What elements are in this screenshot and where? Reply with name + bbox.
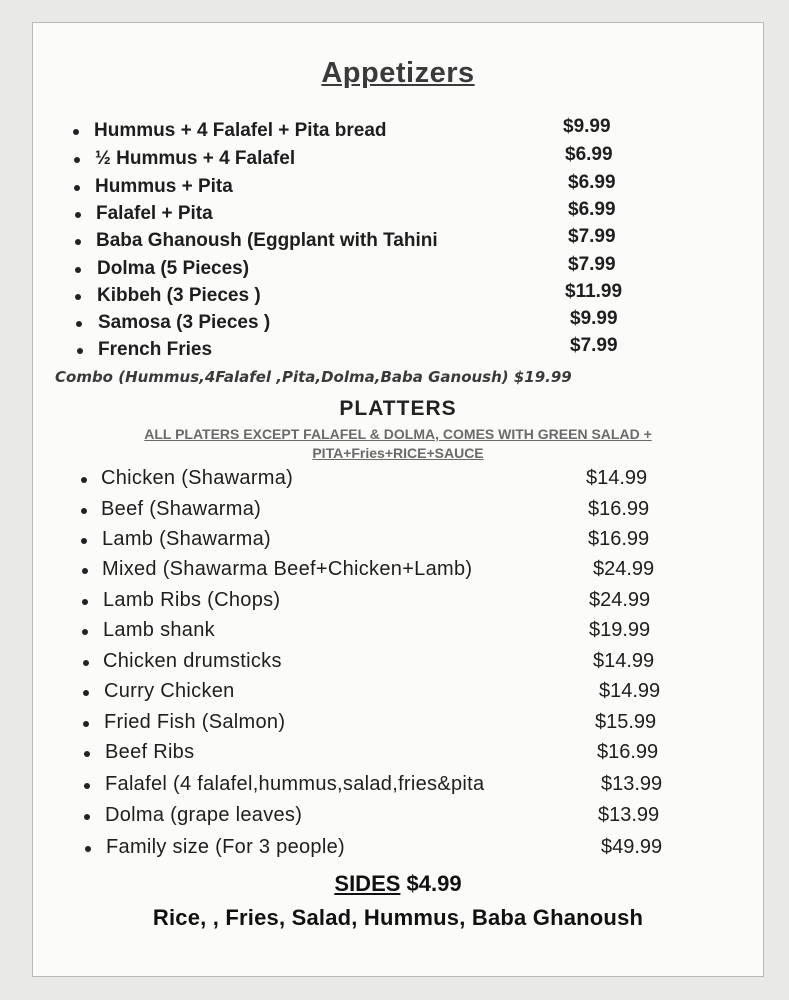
item-name: Lamb Ribs (Chops): [103, 589, 281, 611]
bullet-icon: [75, 239, 81, 245]
item-name: Hummus + 4 Falafel + Pita bread: [94, 120, 387, 141]
item-name: Beef (Shawarma): [101, 498, 262, 520]
item-price: $19.99: [589, 619, 651, 641]
item-name: Kibbeh (3 Pieces ): [97, 285, 261, 306]
item-price: $6.99: [568, 172, 616, 193]
item-name: Mixed (Shawarma Beef+Chicken+Lamb): [102, 558, 473, 580]
item-price: $13.99: [598, 804, 660, 826]
item-price: $24.99: [593, 558, 655, 580]
item-price: $14.99: [586, 467, 648, 489]
sides-heading: [33, 871, 763, 897]
item-name: Falafel (4 falafel,hummus,salad,fries&pita: [105, 773, 485, 795]
item-name: ½ Hummus + 4 Falafel: [95, 148, 296, 169]
item-price: $6.99: [565, 144, 613, 165]
menu-page: [32, 22, 764, 977]
platters-note-line2: PITA+Fries+RICE+SAUCE: [312, 445, 484, 461]
item-price: $11.99: [565, 281, 623, 302]
item-name: Curry Chicken: [104, 680, 235, 702]
bullet-icon: [85, 846, 91, 852]
bullet-icon: [82, 599, 88, 605]
bullet-icon: [83, 660, 89, 666]
item-price: $7.99: [568, 254, 616, 275]
item-price: $9.99: [563, 116, 611, 137]
bullet-icon: [84, 751, 90, 757]
item-price: $49.99: [601, 836, 663, 858]
item-name: Chicken drumsticks: [103, 650, 282, 672]
sides-price: $4.99: [406, 871, 462, 896]
item-name: Family size (For 3 people): [106, 836, 345, 858]
bullet-icon: [81, 538, 87, 544]
bullet-icon: [81, 508, 87, 514]
item-name: Chicken (Shawarma): [101, 467, 294, 489]
item-price: $16.99: [588, 528, 650, 550]
platters-title: PLATTERS: [339, 397, 457, 420]
bullet-icon: [83, 690, 89, 696]
item-name: Fried Fish (Salmon): [104, 711, 286, 733]
bullet-icon: [74, 157, 80, 163]
item-price: $13.99: [601, 773, 663, 795]
bullet-icon: [73, 129, 79, 135]
item-name: Lamb shank: [103, 619, 215, 641]
item-price: $9.99: [570, 308, 618, 329]
bullet-icon: [75, 267, 81, 273]
sides-list: Rice, , Fries, Salad, Hummus, Baba Ghanoush: [152, 905, 644, 930]
item-price: $15.99: [595, 711, 657, 733]
item-name: Hummus + Pita: [95, 176, 233, 197]
item-price: $16.99: [588, 498, 650, 520]
item-price: $14.99: [593, 650, 655, 672]
item-name: Beef Ribs: [105, 741, 195, 763]
bullet-icon: [83, 721, 89, 727]
platters-note-line1: ALL PLATERS EXCEPT FALAFEL & DOLMA, COMES WITH GREEN SALAD +: [144, 426, 652, 442]
item-name: Falafel + Pita: [96, 203, 213, 224]
bullet-icon: [82, 629, 88, 635]
item-price: $7.99: [568, 226, 616, 247]
bullet-icon: [77, 348, 83, 354]
item-name: Dolma (5 Pieces): [97, 258, 250, 279]
bullet-icon: [75, 212, 81, 218]
item-price: $24.99: [589, 589, 651, 611]
item-name: Dolma (grape leaves): [105, 804, 303, 826]
bullet-icon: [75, 294, 81, 300]
item-price: $7.99: [570, 335, 618, 356]
appetizers-title: Appetizers: [321, 57, 475, 89]
sides-label: SIDES: [334, 871, 401, 896]
item-name: French Fries: [98, 339, 213, 360]
bullet-icon: [82, 568, 88, 574]
bullet-icon: [76, 321, 82, 327]
bullet-icon: [84, 814, 90, 820]
platters-note: [33, 425, 763, 463]
item-price: $6.99: [568, 199, 616, 220]
bullet-icon: [74, 185, 80, 191]
bullet-icon: [84, 783, 90, 789]
item-name: Lamb (Shawarma): [102, 528, 272, 550]
bullet-icon: [81, 477, 87, 483]
item-price: $14.99: [599, 680, 661, 702]
item-price: $16.99: [597, 741, 659, 763]
item-name: Samosa (3 Pieces ): [98, 312, 271, 333]
combo-offer: Combo (Hummus,4Falafel ,Pita,Dolma,Baba Ganoush) $19.99: [55, 368, 572, 386]
item-name: Baba Ghanoush (Eggplant with Tahini: [96, 230, 438, 251]
